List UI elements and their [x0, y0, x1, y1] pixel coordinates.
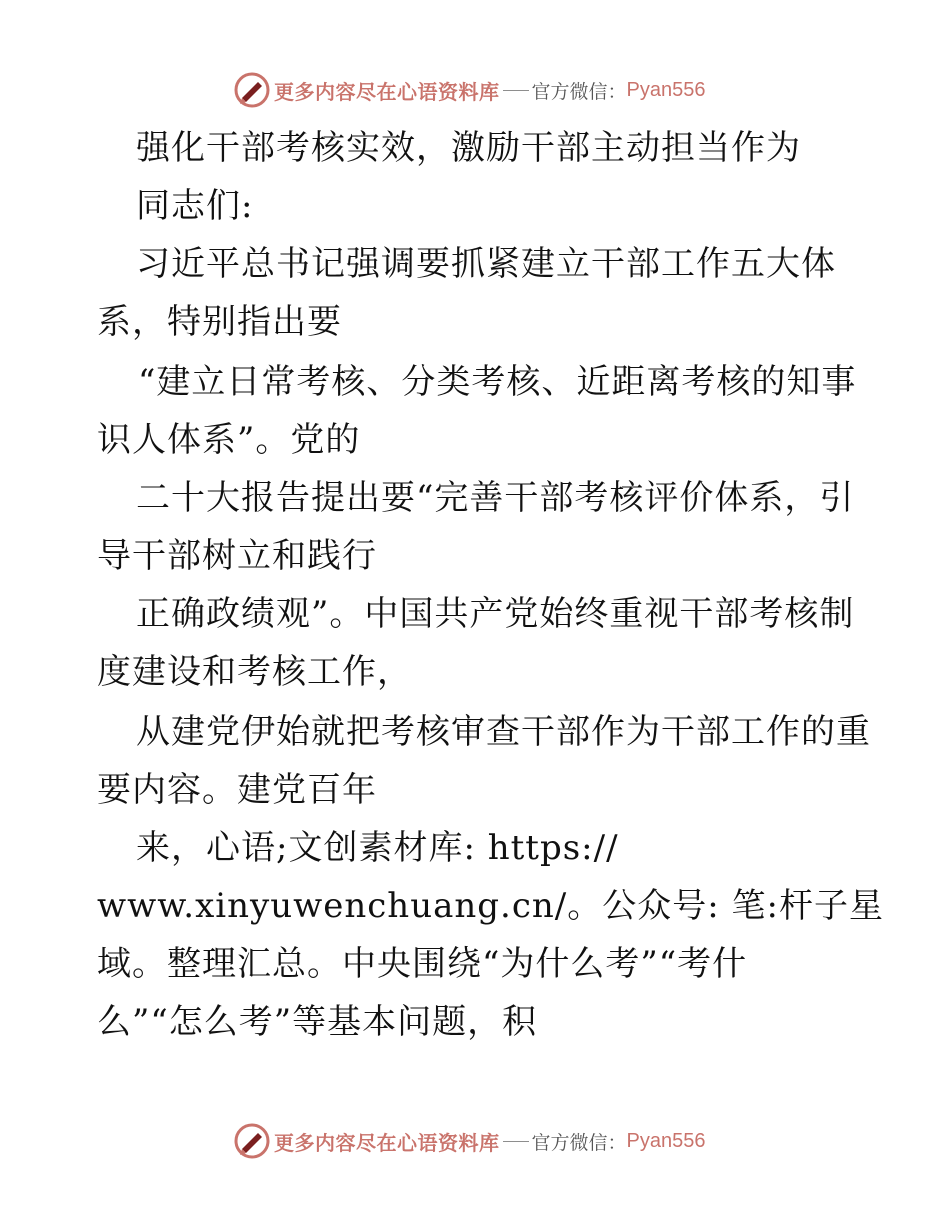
paragraph-line: 同志们: — [136, 186, 254, 226]
paragraph-line: 正确政绩观”。中国共产党始终重视干部考核制 — [136, 594, 855, 634]
paragraph-line: 导干部树立和践行 — [97, 536, 377, 576]
paragraph-line: “建立日常考核、分类考核、近距离考核的知事 — [138, 362, 857, 402]
paragraph-line: www.xinyuwenchuang.cn/。公众号: 笔:杆子星 — [97, 886, 884, 926]
paragraph-line: 要内容。建党百年 — [97, 770, 377, 810]
watermark-wechat-id: Pyan556 — [626, 1129, 706, 1152]
watermark-main-text: 更多内容尽在心语资料库 — [274, 1130, 500, 1155]
pen-logo-icon — [234, 1123, 270, 1159]
paragraph-line: 域。整理汇总。中央围绕“为什么考”“考什 — [97, 944, 748, 984]
watermark-wechat-label: 官方微信： — [531, 1131, 627, 1154]
watermark-main-text: 更多内容尽在心语资料库 — [274, 79, 500, 104]
paragraph-line: 度建设和考核工作， — [97, 652, 412, 692]
footer-watermark-banner — [234, 1121, 754, 1161]
document-title: 强化干部考核实效，激励干部主动担当作为 — [136, 128, 801, 168]
paragraph-line: 二十大报告提出要“完善干部考核评价体系，引 — [136, 478, 855, 518]
paragraph-line: 系，特别指出要 — [97, 302, 342, 342]
paragraph-line: 习近平总书记强调要抓紧建立干部工作五大体 — [136, 244, 836, 284]
watermark-wechat-label: 官方微信： — [531, 80, 627, 103]
header-watermark-banner — [234, 70, 754, 110]
paragraph-line: 识人体系”。党的 — [97, 420, 361, 460]
paragraph-line: 么”“怎么考”等基本问题，积 — [97, 1002, 538, 1042]
pen-logo-icon — [234, 72, 270, 108]
paragraph-line: 从建党伊始就把考核审查干部作为干部工作的重 — [136, 712, 871, 752]
watermark-dash — [503, 90, 529, 91]
watermark-wechat-id: Pyan556 — [626, 78, 706, 101]
watermark-dash — [503, 1141, 529, 1142]
paragraph-line: 来，心语;文创素材库: https:// — [136, 828, 619, 868]
